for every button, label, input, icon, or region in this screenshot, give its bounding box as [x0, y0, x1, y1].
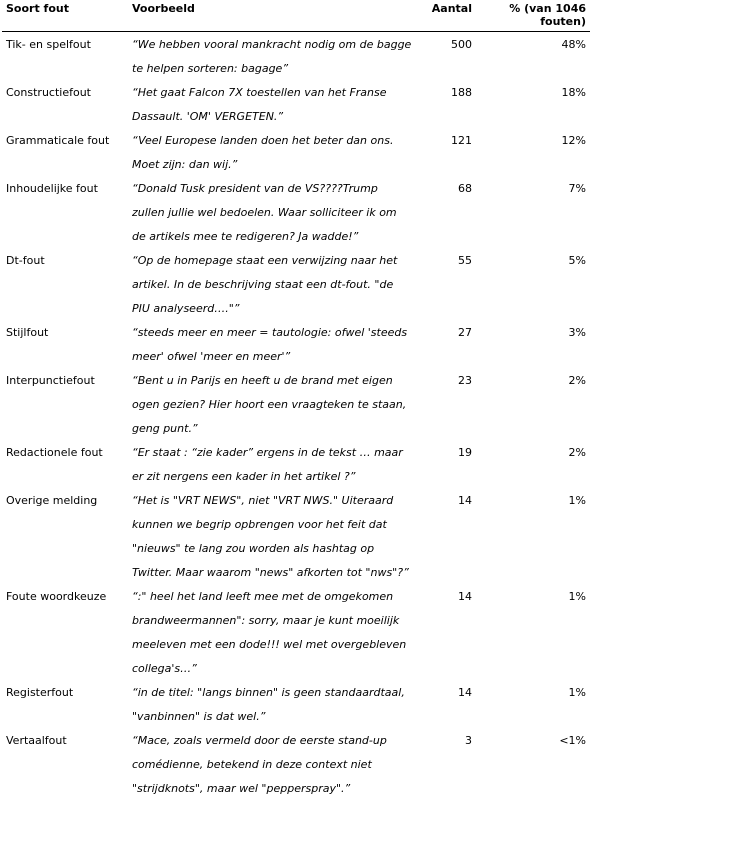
row-aantal: 14	[458, 494, 472, 507]
row-voorbeeld: “Donald Tusk president van de VS????Trump zullen jullie wel bedoelen. Waar solliciteer ik om de artikels mee te redigeren? Ja wadde!”	[132, 182, 397, 243]
row-pct: 12%	[561, 134, 586, 147]
table-row	[2, 177, 590, 249]
row-voorbeeld: “Het is "VRT NEWS", niet "VRT NWS." Uiteraard kunnen we begrip opbrengen voor het feit dat "nieuws" te lang zou worden als hashtag op Twitter. Maar waarom "news" afkorten tot "nws"?”	[132, 494, 409, 579]
row-aantal: 55	[458, 254, 472, 267]
row-aantal: 500	[451, 38, 472, 51]
header-pct: % (van 1046 fouten)	[480, 0, 590, 32]
row-pct: 2%	[568, 446, 586, 459]
row-voorbeeld: “Bent u in Parijs en heeft u de brand met eigen ogen gezien? Hier hoort een vraagteken te staan, geng punt.”	[132, 374, 407, 435]
row-aantal: 14	[458, 590, 472, 603]
row-aantal: 23	[458, 374, 472, 387]
row-voorbeeld: “steeds meer en meer = tautologie: ofwel 'steeds meer' ofwel 'meer en meer'”	[132, 326, 408, 363]
row-voorbeeld: “Mace, zoals vermeld door de eerste stand-up comédienne, betekend in deze context niet "strijdknots", maar wel "pepperspray".”	[132, 734, 387, 795]
row-soort: Interpunctiefout	[6, 374, 95, 387]
table-row	[2, 32, 590, 82]
row-aantal: 121	[451, 134, 472, 147]
row-pct: 2%	[568, 374, 586, 387]
header-voorbeeld: Voorbeeld	[124, 0, 418, 32]
table-row	[2, 441, 590, 489]
row-voorbeeld: “:" heel het land leeft mee met de omgekomen brandweermannen": sorry, maar je kunt moeilijk meeleven met een dode!!! wel met overgebleven collega's…”	[132, 590, 407, 675]
row-voorbeeld: “Op de homepage staat een verwijzing naar het artikel. In de beschrijving staat een dt-fout. "de PIU analyseerd…."”	[132, 254, 398, 315]
row-soort: Overige melding	[6, 494, 98, 507]
table-row	[2, 729, 590, 801]
error-table	[2, 0, 590, 801]
row-pct: 5%	[568, 254, 586, 267]
row-soort: Tik- en spelfout	[6, 38, 91, 51]
header-soort: Soort fout	[2, 0, 124, 32]
row-pct: 18%	[561, 86, 586, 99]
row-pct: 1%	[568, 686, 586, 699]
header-row	[2, 0, 590, 32]
row-soort: Dt-fout	[6, 254, 45, 267]
row-soort: Constructiefout	[6, 86, 91, 99]
row-soort: Foute woordkeuze	[6, 590, 107, 603]
table-row	[2, 585, 590, 681]
row-voorbeeld: “Veel Europese landen doen het beter dan ons. Moet zijn: dan wij.”	[132, 134, 394, 171]
table-row	[2, 369, 590, 441]
row-voorbeeld: “in de titel: "langs binnen" is geen standaardtaal, "vanbinnen" is dat wel.”	[132, 686, 405, 723]
row-pct: 48%	[561, 38, 586, 51]
table-row	[2, 81, 590, 129]
row-pct: 1%	[568, 590, 586, 603]
row-aantal: 27	[458, 326, 472, 339]
row-soort: Redactionele fout	[6, 446, 103, 459]
table-row	[2, 129, 590, 177]
row-pct: 1%	[568, 494, 586, 507]
table-row	[2, 249, 590, 321]
row-voorbeeld: “We hebben vooral mankracht nodig om de bagge te helpen sorteren: bagage”	[132, 38, 412, 75]
row-aantal: 19	[458, 446, 472, 459]
row-voorbeeld: “Het gaat Falcon 7X toestellen van het Franse Dassault. 'OM' VERGETEN.”	[132, 86, 387, 123]
row-pct: 3%	[568, 326, 586, 339]
row-soort: Vertaalfout	[6, 734, 67, 747]
row-soort: Registerfout	[6, 686, 74, 699]
row-aantal: 3	[465, 734, 472, 747]
row-soort: Grammaticale fout	[6, 134, 110, 147]
row-aantal: 68	[458, 182, 472, 195]
table-row	[2, 321, 590, 369]
table-row	[2, 489, 590, 585]
row-pct: 7%	[568, 182, 586, 195]
row-voorbeeld: “Er staat : “zie kader” ergens in de tekst … maar er zit nergens een kader in het artikel ?”	[132, 446, 403, 483]
row-soort: Inhoudelijke fout	[6, 182, 98, 195]
row-pct: <1%	[559, 734, 586, 747]
row-aantal: 188	[451, 86, 472, 99]
row-aantal: 14	[458, 686, 472, 699]
table-row	[2, 681, 590, 729]
row-soort: Stijlfout	[6, 326, 49, 339]
header-aantal: Aantal	[418, 0, 480, 32]
